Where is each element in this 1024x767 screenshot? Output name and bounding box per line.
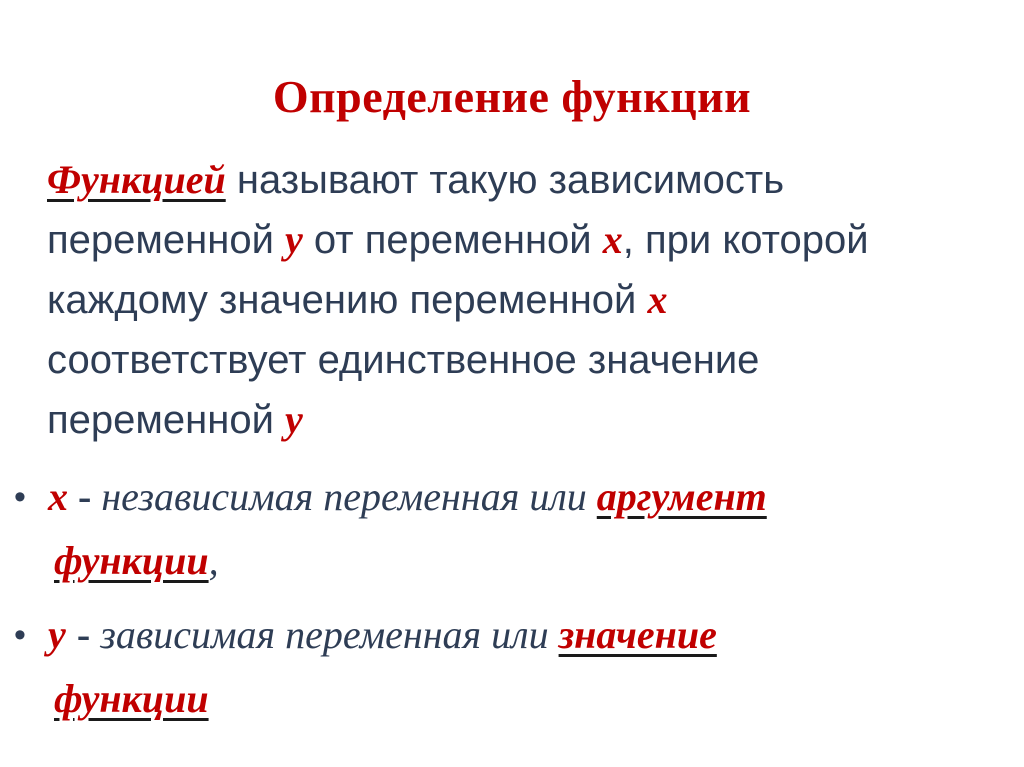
function-term: функции xyxy=(54,676,209,721)
variable-x: x xyxy=(48,474,68,519)
bullet-line xyxy=(48,667,1010,731)
definition-paragraph xyxy=(47,150,1007,450)
definition-text: называют такую зависимость xyxy=(225,158,785,202)
bullet-line xyxy=(48,529,1010,593)
function-term: функции xyxy=(54,538,209,583)
value-term: значение xyxy=(558,612,717,657)
definition-line-4: соответствует единственное значение xyxy=(47,338,760,382)
definition-text: от переменной xyxy=(302,218,603,262)
definition-line-5 xyxy=(47,390,1007,450)
variable-y: y xyxy=(285,397,303,442)
bullet-item-value xyxy=(10,603,1010,731)
variable-x: x xyxy=(647,277,668,322)
definition-line-3 xyxy=(47,270,1007,330)
definition-text: , при которой xyxy=(622,218,869,262)
definition-term: Функцией xyxy=(47,157,226,202)
variable-y: y xyxy=(285,217,303,262)
bullet-text: зависимая переменная или xyxy=(100,612,559,657)
definition-text: переменной xyxy=(47,218,286,262)
variable-y: y xyxy=(48,612,66,657)
bullet-text: независимая переменная или xyxy=(101,474,597,519)
variable-x: x xyxy=(602,217,623,262)
definition-line-1 xyxy=(47,150,1007,210)
bullet-dash: - xyxy=(68,474,102,519)
bullet-dash: - xyxy=(76,612,101,657)
bullet-line xyxy=(48,603,1010,667)
bullet-line xyxy=(48,465,1010,529)
bullet-dot-icon: • xyxy=(14,616,26,654)
bullet-dot-icon: • xyxy=(14,478,26,516)
definition-text: каждому значению переменной xyxy=(47,278,648,322)
bullet-tail: , xyxy=(208,538,219,583)
slide-title: Определение функции xyxy=(272,71,752,122)
argument-term: аргумент xyxy=(596,474,767,519)
bullet-list xyxy=(10,465,1010,741)
bullet-item-argument xyxy=(10,465,1010,593)
definition-line-2 xyxy=(47,210,1007,270)
definition-text: переменной xyxy=(47,398,286,442)
